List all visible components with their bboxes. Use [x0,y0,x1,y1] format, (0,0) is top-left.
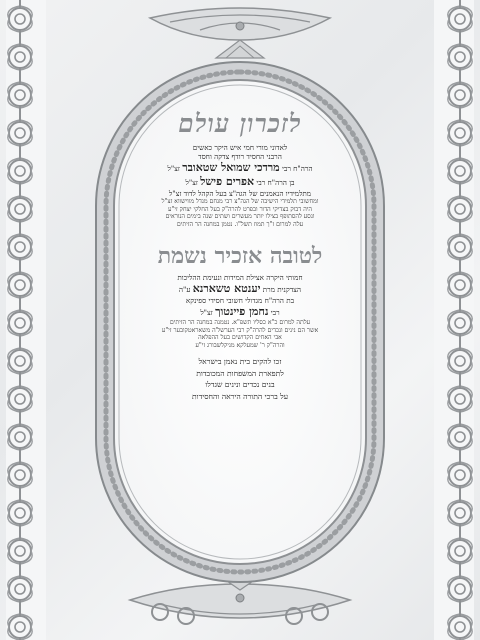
dedication-line-3: בנים נכדים ונינים שגדלו [205,380,275,390]
dedication-line-1: זכו להקים בית נאמן בישראל [198,356,282,366]
memorial-line-5: מתלמידיו הנאמנים של הגה"צ בעל הקהל לדוד זצ"ל [168,188,312,198]
memorial-line-1: לאדוני מורי חמי איש היקר כאשים [192,143,288,153]
soul-line-2 [130,282,350,296]
name-suffix: זצ"ל [200,308,213,317]
name-suffix: זצ"ל [167,164,180,174]
deceased-name: יענטא טשארנא [192,282,261,296]
name-prefix: בן הרה"ח רבי [256,178,295,187]
soul-line-1: חמותי היקרה אצילת המידות ונעימת ההליכות [177,273,303,283]
dedication-line-2: לתפארת המשפחות המכובדות [196,368,284,378]
dedication-line-4: על ברכי התורה היראה והחסידות [192,392,288,402]
soul-line-5: עלתה למרום כ"א כסליו תשפ"א. נטמנה במחנה הר הזיתים [169,318,311,326]
memorial-line-3 [130,161,350,175]
text-block [130,108,350,528]
memorial-title: לזכרון עולם [178,109,302,138]
name-suffix: ע"ה [178,285,191,295]
father-name: נחמן פיינטוך [215,305,269,318]
dedication [130,356,350,403]
memorial-line-6: ומחשובי תלמידי הישיבה של הגה"צ רבי מנחם מנדל מווישווא זצ"ל [161,197,319,205]
soul-line-7: אבי האחים הקדושים בעל ההפלאה [198,334,282,342]
deceased-name: מרדכי שמואל שטאובר [182,161,280,175]
soul-line-8: והרה"ק ר' שמעלקא מניקלשבורג זי"ע [195,342,285,349]
name-prefix: רבי [270,308,280,317]
name-prefix: הצדקנית מרת [262,285,302,295]
memorial-line-8: ונסע להסתופף בצילו יותר מעשרים ושתים שנה בימים הנוראים [165,213,315,221]
memorial-line-9: עלה למרום ז"ך תמוז תשל"ו. נטמן במחנה הר הזיתים [176,221,304,228]
name-suffix: זצ"ל [185,178,198,187]
soul-line-4 [130,305,350,319]
soul-title: לטובה אזכיר נשמת [157,242,323,269]
soul-line-6: אשר הם נינים ונכדים להרה"ק רבי הערשל'ה משאראטקובער זי"ע [161,326,319,334]
name-prefix: הרה"ח רבי [282,164,313,174]
memorial-line-7: היה דבוק בצדיקי הדור ובפרט להרה"ק בעל החלקי יצחק זי"ע [168,205,312,213]
soul-line-3: בת הרה"ח מגדולי חשובי חסידי ספינקא [185,296,295,305]
memorial-line-4 [130,175,350,189]
memorial-line-2: הרבני החסיד רודף צדקה וחסד [198,152,282,162]
top-ornament [150,8,330,58]
section-gap [130,229,350,239]
father-name: אפרים פישל [200,175,255,188]
